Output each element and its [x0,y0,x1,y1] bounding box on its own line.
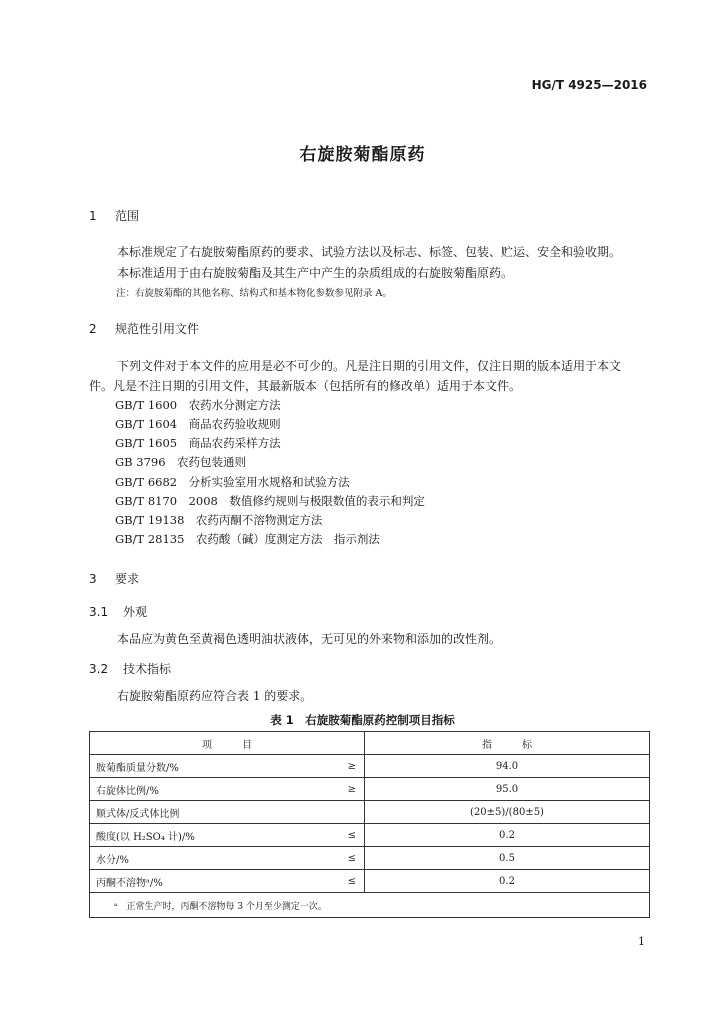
row-operator: ≥ [320,755,365,778]
reference-item: GB/T 1600 农药水分测定方法 [115,398,281,412]
paragraph: 下列文件对于本文件的应用是必不可少的。凡是注日期的引用文件，仅注日期的版本适用于本文 [117,359,622,373]
row-item: 酸度(以 H₂SO₄ 计)/% [90,824,321,847]
row-value: 0.2 [365,824,650,847]
paragraph: 本标准适用于由右旋胺菊酯及其生产中产生的杂质组成的右旋胺菊酯原药。 [117,266,514,280]
row-value: 94.0 [365,755,650,778]
row-operator: ≤ [320,847,365,870]
row-item: 胺菊酯质量分数/% [90,755,321,778]
paragraph: 本标准规定了右旋胺菊酯原药的要求、试验方法以及标志、标签、包装、贮运、安全和验收期。 [117,245,622,259]
row-item: 顺式体/反式体比例 [90,801,321,824]
header-item: 项 目 [90,732,365,755]
section-title: 技术指标 [123,662,172,676]
section-number: 1 [89,209,97,223]
section-title: 要求 [115,572,140,586]
spec-table [89,731,650,918]
row-operator: ≥ [320,778,365,801]
table-footnote-row [90,893,650,918]
section-1-heading [89,207,139,224]
section-number: 3.1 [89,605,109,619]
reference-item: GB/T 1604 商品农药验收规则 [115,417,281,431]
row-value: 0.2 [365,870,650,893]
section-title: 范围 [115,209,140,223]
table-row [90,755,650,778]
table-row [90,847,650,870]
row-value: 95.0 [365,778,650,801]
reference-item: GB 3796 农药包装通则 [115,455,247,469]
subsection-3-2-heading [89,660,171,677]
section-number: 3.2 [89,662,109,676]
reference-item: GB/T 28135 农药酸（碱）度测定方法 指示剂法 [115,532,380,546]
table-row [90,870,650,893]
section-number: 3 [89,572,97,586]
table-row [90,778,650,801]
header-value: 指 标 [365,732,650,755]
standard-code: HG/T 4925—2016 [531,78,647,92]
paragraph: 件。凡是不注日期的引用文件，其最新版本（包括所有的修改单）适用于本文件。 [89,379,522,393]
table-header-row [90,732,650,755]
note: 注：右旋胺菊酯的其他名称、结构式和基本物化参数参见附录 A。 [116,288,392,299]
row-operator: ≤ [320,870,365,893]
row-item: 水分/% [90,847,321,870]
reference-item: GB/T 1605 商品农药采样方法 [115,436,281,450]
table-footnote: ᵃ 正常生产时，丙酮不溶物每 3 个月至少测定一次。 [90,893,650,918]
subsection-3-1-heading [89,603,147,620]
paragraph: 本品应为黄色至黄褐色透明油状液体，无可见的外来物和添加的改性剂。 [117,632,502,646]
section-title: 规范性引用文件 [115,322,200,336]
reference-item: GB/T 19138 农药丙酮不溶物测定方法 [115,513,323,527]
row-operator [320,801,365,824]
section-3-heading [89,570,139,587]
reference-item: GB/T 8170 2008 数值修约规则与极限数值的表示和判定 [115,494,425,508]
row-value: (20±5)/(80±5) [365,801,650,824]
paragraph: 右旋胺菊酯原药应符合表 1 的要求。 [117,689,313,703]
document-title: 右旋胺菊酯原药 [299,145,426,165]
section-title: 外观 [123,605,148,619]
page-number: 1 [638,935,645,948]
row-operator: ≤ [320,824,365,847]
table-row [90,824,650,847]
section-number: 2 [89,322,97,336]
row-item: 右旋体比例/% [90,778,321,801]
reference-item: GB/T 6682 分析实验室用水规格和试验方法 [115,475,350,489]
table-caption: 表 1 右旋胺菊酯原药控制项目指标 [270,713,455,727]
section-2-heading [89,320,199,337]
row-item: 丙酮不溶物ᵃ/% [90,870,321,893]
row-value: 0.5 [365,847,650,870]
table-row [90,801,650,824]
